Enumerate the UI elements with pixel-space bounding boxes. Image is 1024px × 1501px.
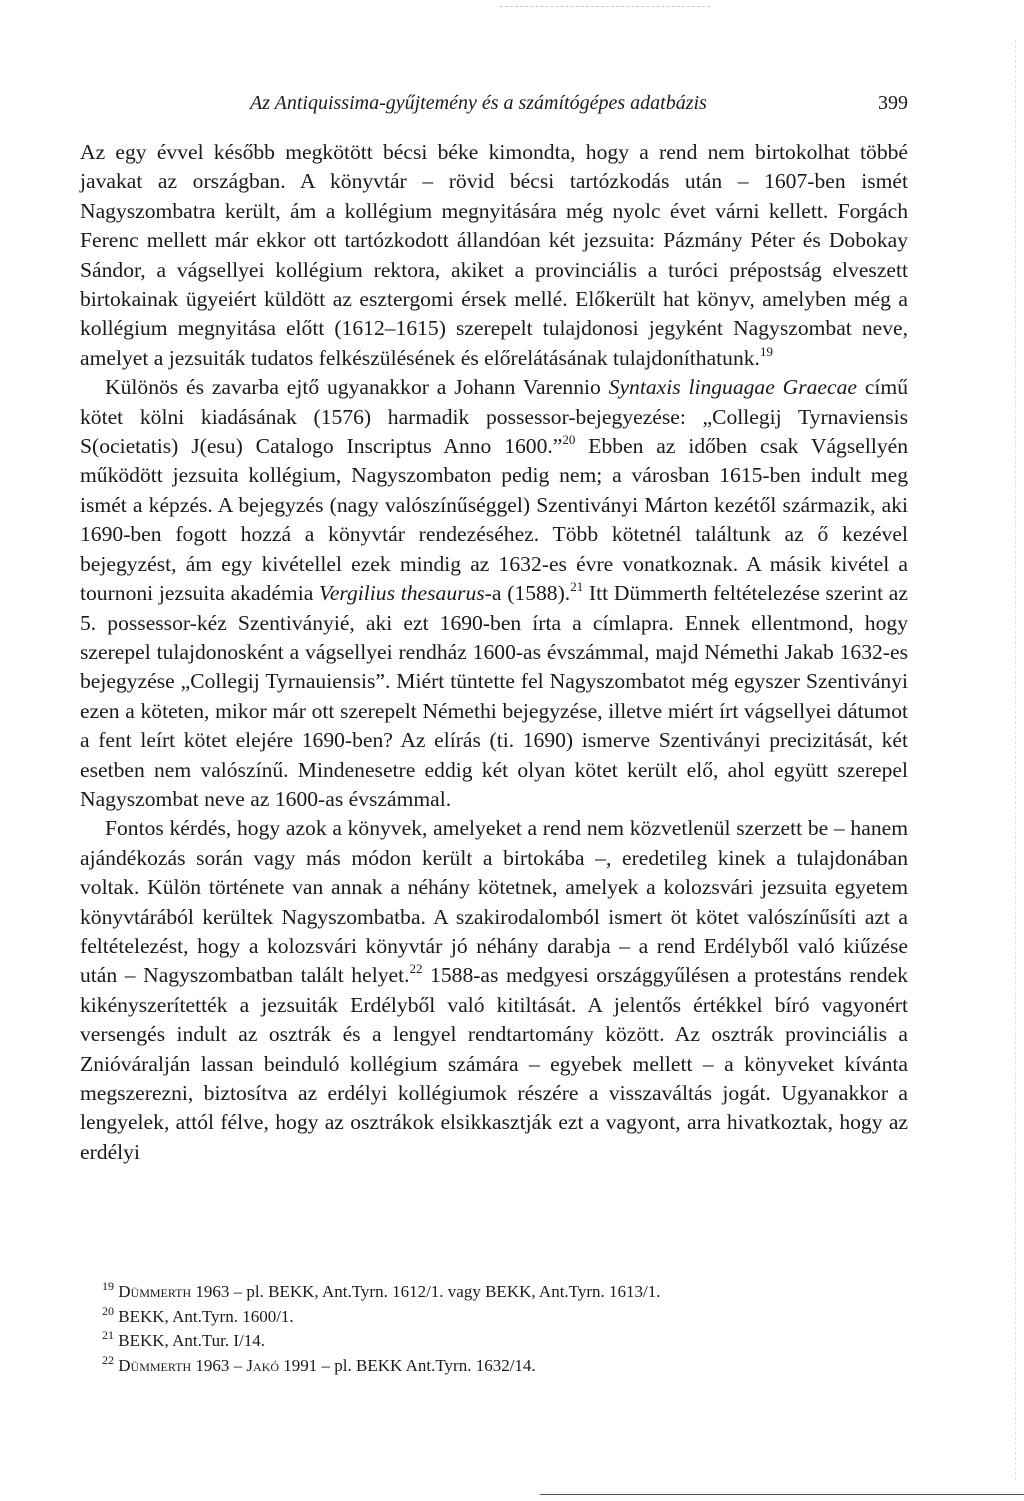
footnote-text: BEKK, Ant.Tur. I/14.: [114, 1331, 265, 1350]
paragraph-2: [80, 373, 908, 814]
page-number: 399: [878, 92, 908, 114]
book-title-vergilius: Vergilius thesaurus: [319, 581, 485, 606]
paragraph-text: 1588-as medgyesi országgyűlésen a protestáns rendek kikényszerítették a jezsuiták Erdélyből való kitiltását. A jelentős értékkel bíró vagyonért versengés indult az osztrák és a lengyel rendtartomány között. Az osztrák provinciális a Znióváralján lassan beinduló kollégium számára – egyebek mellett – a könyveket kívánta megszerezni, biztosítva az erdélyi kollégiumok részére a visszaváltás jogát. Ugyanakkor a lengyelek, attól félve, hogy az osztrákok elsikkasztják ezt a vagyont, arra hivatkoztak, hogy az erdélyi: [80, 963, 908, 1164]
footnote-19: [102, 1280, 902, 1305]
paragraph-text: Az egy évvel később megkötött bécsi béke kimondta, hogy a rend nem birtokolhat többé javakat az országban. A könyvtár – rövid bécsi tartózkodás után – 1607-ben ismét Nagyszombatra került, ám a kollégium megnyitására még nyolc évet várni kellett. Forgách Ferenc mellett már ekkor ott tartózkodott állandóan két jezsuita: Pázmány Péter és Dobokay Sándor, a vágsellyei kollégium rektora, akiket a provinciális a turóci prépostság elveszett birtokainak ügyeiért küldött az esztergomi érsek mellé. Előkerült hat könyv, amelyben még a kollégium megnyitása előtt (1612–1615) szerepelt tulajdonosi jegyként Nagyszombat neve, amelyet a jezsuiták tudatos felkészülésének és előrelátásának tulajdoníthatunk.: [80, 140, 908, 370]
paragraph-text: -a (1588).: [484, 581, 571, 606]
footnote-number: 19: [102, 1279, 114, 1293]
paragraph-text: Különös és zavarba ejtő ugyanakkor a Johann Varennio: [105, 375, 609, 400]
footnote-20: [102, 1305, 902, 1330]
paragraph-3: [80, 814, 908, 1167]
main-text: [80, 138, 908, 1167]
footnote-ref-21: 21: [570, 579, 584, 595]
paragraph-text: Fontos kérdés, hogy azok a könyvek, amelyeket a rend nem közvetlenül szerzett be – hanem ajándékozás során vagy más módon került a birtokába –, eredetileg kinek a tulajdonában voltak. Külön története van annak a néhány kötetnek, amelyek a kolozsvári jezsuita egyetem könyvtárából kerültek Nagyszombatba. A szakirodalomból ismert öt kötet valószínűsíti azt a feltételezést, hogy a kolozsvári könyvtár jó néhány darabja – a rend Erdélyből való kiűzése után – Nagyszombatban talált helyet.: [80, 816, 908, 988]
footnote-ref-20: 20: [562, 432, 576, 448]
footnote-21: [102, 1329, 902, 1354]
footnote-author: Dümmerth: [118, 1282, 192, 1301]
footnotes: [102, 1280, 902, 1378]
footnote-text: 1991 – pl. BEKK Ant.Tyrn. 1632/14.: [279, 1355, 536, 1375]
book-title-syntaxis: Syntaxis linguagae Graecae: [608, 375, 857, 400]
paragraph-text: Ebben az időben csak Vágsellyén működött jezsuita kollégium, Nagyszombaton pedig nem; a városban 1615-ben indult meg ismét a képzés. A bejegyzés (nagy valószínűséggel) Szentiványi Márton kezétől származik, aki 1690-ben fogott hozzá a könyvtár rendezéséhez. Több kötetnél találtunk az ő kezével bejegyzést, ám egy kivétellel ezek mindig az 1632-es évre vonatkoznak. A másik kivétel a tournoni jezsuita akadémia: [80, 434, 908, 606]
footnote-number: 22: [102, 1352, 114, 1367]
footnote-number: 21: [102, 1328, 114, 1342]
running-title: Az Antiquissima-gyűjtemény és a számítógépes adatbázis: [250, 92, 707, 114]
footnote-22: [102, 1354, 902, 1379]
footnote-text: 1963 – pl. BEKK, Ant.Tyrn. 1612/1. vagy BEKK, Ant.Tyrn. 1613/1.: [191, 1282, 661, 1301]
footnote-text: BEKK, Ant.Tyrn. 1600/1.: [114, 1306, 294, 1326]
book-page: [80, 0, 908, 1501]
footnote-text: 1963 –: [191, 1355, 247, 1375]
footnote-author: Dümmerth: [118, 1355, 192, 1375]
paragraph-text: című kötet kölni kiadásának (1576) harmadik possessor-bejegyezése: „Collegij Tyrnaviensis S(ocietatis) J(esu) Catalogo Inscriptus Anno 1600.”: [80, 375, 909, 459]
footnote-ref-22: 22: [409, 961, 423, 977]
footnote-number: 20: [102, 1303, 114, 1318]
scan-artifact-edge: [1015, 40, 1016, 1480]
paragraph-1: [80, 138, 908, 373]
scan-artifact-bottom: [540, 1494, 1024, 1495]
footnote-ref-19: 19: [759, 343, 773, 359]
paragraph-text: Itt Dümmerth feltételezése szerint az 5. possessor-kéz Szentiványié, aki ezt 1690-ben írta a címlapra. Ennek ellentmond, hogy szerepel tulajdonosként a vágsellyei rendház 1600-as évszámmal, majd Némethi Jakab 1632-es bejegyzése „Collegij Tyrnauiensis”. Miért tüntette fel Nagyszombatot még egyszer Szentiványi ezen a köteten, mikor már ott szerepelt Némethi bejegyzése, illetve miért írt vágsellyei dátumot a fent leírt kötet elejére 1690-ben? Az elírás (ti. 1690) ismerve Szentiványi precizitását, két esetben nem valószínű. Mindenesetre eddig két olyan kötet került elő, ahol együtt szerepel Nagyszombat neve az 1600-as évszámmal.: [80, 581, 908, 811]
footnote-author: Jakó: [246, 1355, 280, 1375]
